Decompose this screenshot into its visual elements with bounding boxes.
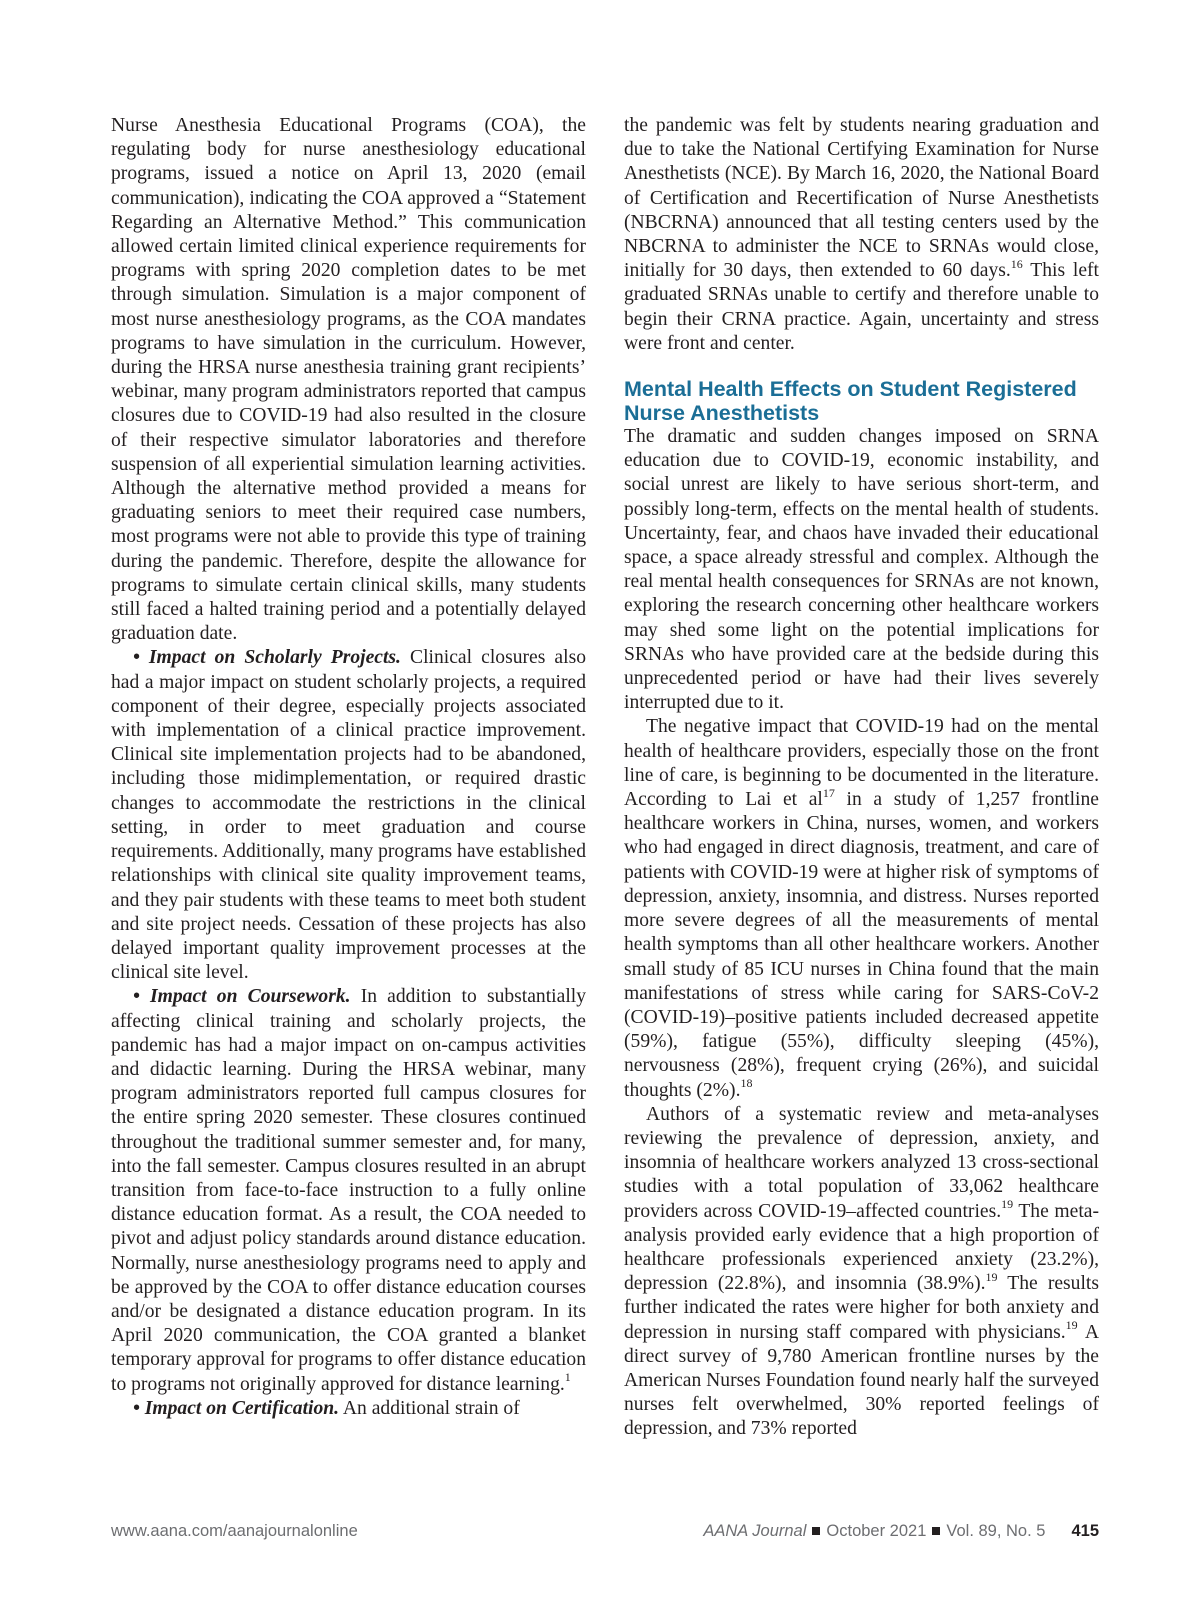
citation-ref: 17	[822, 785, 835, 800]
paragraph: Nurse Anesthesia Educational Programs (COA), the regulating body for nurse anesthesiology educational programs, issued a notice on April 13, 2020 (email communication), indicating the COA approved a “Statement Regarding an Alternative Method.” This communication allowed certain limited clinical experience requirements for programs with spring 2020 completion dates to be met through simulation. Simulation is a major component of most nurse anesthesiology programs, as the COA mandates programs to have simulation in the curriculum. However, during the HRSA nurse anesthesia training grant recipients’ webinar, many program administrators reported that campus closures due to COVID-19 had also resulted in the closure of their respective simulator laboratories and therefore suspension of all experiential simulation learning activities. Although the alternative method provided a means for graduating seniors to meet their required case numbers, most programs were not able to provide this type of training during the pandemic. Therefore, despite the allowance for programs to simulate certain clinical skills, many students still faced a halted training period and a potentially delayed graduation date.	[111, 115, 586, 645]
left-column	[111, 114, 586, 1421]
page-footer	[111, 1522, 1099, 1546]
journal-name: AANA Journal	[703, 1522, 807, 1540]
paragraph: the pandemic was felt by students nearing graduation and due to take the National Certifying Examination for Nurse Anesthetists (NCE). By March 16, 2020, the National Board of Certification and Recertification of Nurse Anesthetists (NBCRNA) announced that all testing centers used by the NBCRNA to administer the NCE to SRNAs would close, initially for 30 days, then extended to 60 days.$^{16}$ This left graduated SRNAs unable to certify and therefore unable to begin their CRNA practice. Again, uncertainty and stress were front and center.	[624, 115, 1100, 354]
journal-info	[703, 1522, 1099, 1541]
volume-issue: Vol. 89, No. 5	[946, 1522, 1046, 1540]
citation-ref: 18	[740, 1075, 753, 1090]
right-column	[624, 114, 1099, 1442]
journal-url[interactable]: www.aana.com/aanajournalonline	[111, 1522, 358, 1540]
issue-date: October 2021	[826, 1522, 927, 1540]
bullet-lead: • Impact on Certification.	[133, 1397, 340, 1419]
bullet-coursework: • Impact on Coursework. In addition to substantially affecting clinical training and scholarly projects, the pandemic has had a major impact on on-campus activities and didactic learning. During the HRSA webinar, many program administrators reported full campus closures for the entire spring 2020 semester. These closures continued throughout the traditional summer semester and, for many, into the fall semester. Campus closures resulted in an abrupt transition from face-to-face instruction to a fully online distance education format. As a result, the COA needed to pivot and adjust policy standards around distance education. Normally, nurse anesthesiology programs need to apply and be approved by the COA to offer distance education courses and/or be designated a distance education program. In its April 2020 communication, the COA granted a blanket temporary approval for programs to offer distance education to programs not originally approved for distance learning.$^1$	[111, 986, 586, 1395]
citation-ref: 16	[1010, 256, 1023, 271]
square-bullet-icon	[812, 1527, 820, 1535]
bullet-scholarly-projects: • Impact on Scholarly Projects. Clinical closures also had a major impact on student scholarly projects, a required component of their degree, especially projects associated with implementation of a clinical practice improvement. Clinical site implementation projects had to be abandoned, including those midimplementation, or required drastic changes to accommodate the restrictions in the clinical setting, in order to meet graduation and course requirements. Additionally, many programs have established relationships with clinical site quality improvement teams, and they pair students with these teams to meet both student and site project needs. Cessation of these projects has also delayed important quality improvement processes at the clinical site level.	[111, 647, 586, 984]
citation-ref: 19	[1065, 1318, 1078, 1333]
page-number: 415	[1071, 1522, 1099, 1540]
square-bullet-icon	[932, 1527, 940, 1535]
bullet-lead: • Impact on Scholarly Projects.	[133, 647, 401, 669]
citation-ref: 19	[1001, 1197, 1014, 1211]
section-heading: Mental Health Effects on Student Registered Nurse Anesthetists	[624, 377, 1077, 426]
paragraph: Authors of a systematic review and meta-analyses reviewing the prevalence of depression, anxiety, and insomnia of healthcare workers analyzed 13 cross-sectional studies with a total population of 33,062 healthcare providers across COVID-19–affected countries.$^{19}$ The meta-analysis provided early evidence that a high proportion of healthcare professionals experienced anxiety (23.2%), depression (22.8%), and insomnia (38.9%).$^{19}$ The results further indicated the rates were higher for both anxiety and depression in nursing staff compared with physicians.$^{19}$ A direct survey of 9,780 American frontline nurses by the American Nurses Foundation found nearly half the surveyed nurses felt overwhelmed, 30% reported feelings of depression, and 73% reported	[624, 1103, 1100, 1440]
paragraph: The negative impact that COVID-19 had on the mental health of healthcare providers, especially those on the front line of care, is beginning to be documented in the literature. According to Lai et $al^{17}$ in a study of 1,257 frontline healthcare workers in China, nurses, women, and workers who had engaged in direct diagnosis, treatment, and care of patients with COVID-19 were at higher risk of symptoms of depression, anxiety, insomnia, and distress. Nurses reported more severe degrees of all the measurements of mental health symptoms than all other healthcare workers. Another small study of 85 ICU nurses in China found that the main manifestations of stress while caring for SARS-CoV-2 (COVID-19)–positive patients included decreased appetite (59%), fatigue (55%), difficulty sleeping (45%), nervousness (28%), frequent crying (26%), and suicidal thoughts (2%).$^{18}$	[624, 716, 1099, 1101]
bullet-lead: • Impact on Coursework.	[133, 986, 351, 1008]
citation-ref: 1	[564, 1370, 571, 1385]
paragraph: The dramatic and sudden changes imposed on SRNA education due to COVID-19, economic instability, and social unrest are likely to have serious short-term, and possibly long-term, effects on the mental health of students. Uncertainty, fear, and chaos have invaded their educational space, a space already stressful and complex. Although the real mental health consequences for SRNAs are not known, exploring the research concerning other healthcare workers may shed some light on the potential implications for SRNAs who have provided care at the bedside during this unprecedented period or have had their lives severely interrupted due to it.	[624, 426, 1099, 714]
citation-ref: 19	[985, 1269, 998, 1284]
bullet-certification: • Impact on Certification. An additional strain of	[133, 1397, 520, 1419]
